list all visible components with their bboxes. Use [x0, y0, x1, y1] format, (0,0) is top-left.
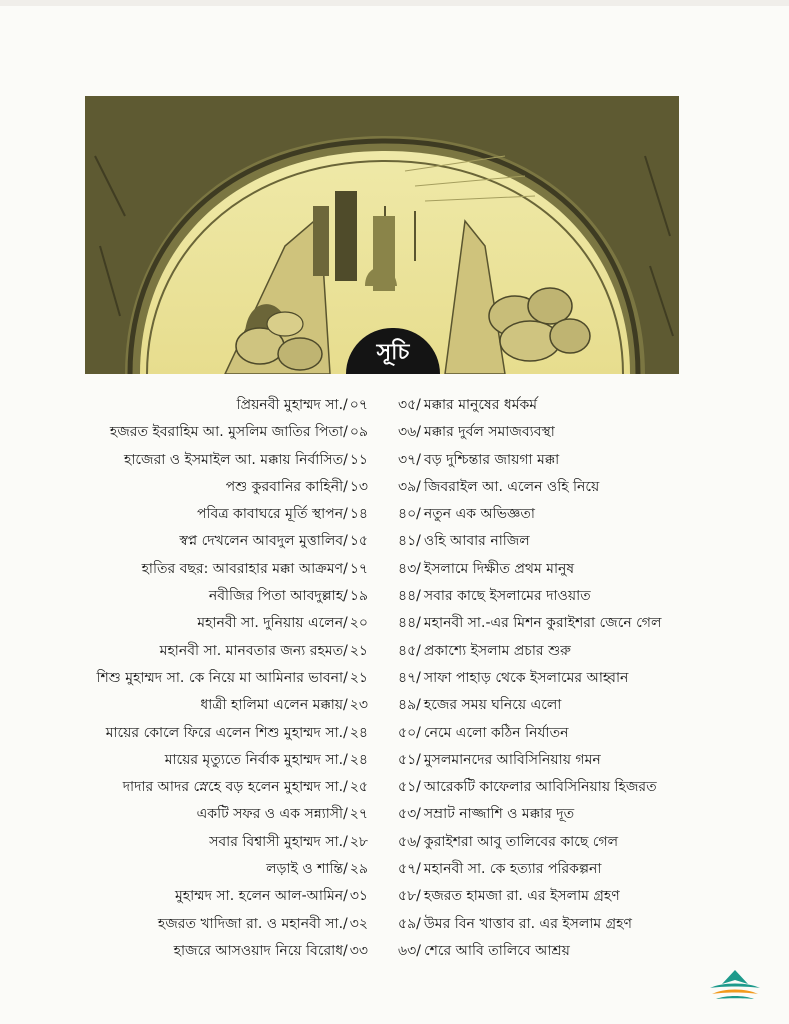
toc-entry [398, 720, 718, 747]
toc-entry-title: ওহি আবার নাজিল [423, 533, 530, 550]
toc-entry [60, 911, 368, 938]
toc-entry-title: হাজরে আসওয়াদ নিয়ে বিরোধ/ [173, 942, 348, 959]
toc-entry-page: ৪৪/ [398, 588, 421, 605]
toc-entry-title: মহানবী সা. মানবতার জন্য রহমত/ [159, 642, 348, 659]
toc-entry [60, 474, 368, 501]
toc-entry-title: ধাত্রী হালিমা এলেন মক্কায়/ [200, 697, 348, 714]
toc-entry-page: ৫৬/ [398, 833, 421, 850]
toc-entry [60, 720, 368, 747]
page-top-edge [0, 0, 789, 6]
toc-entry-page: ২১ [349, 642, 368, 659]
toc-entry-title: একটি সফর ও এক সন্ন্যাসী/ [196, 806, 348, 823]
toc-entry-page: ৫৭/ [398, 861, 421, 878]
toc-entry-title: ইসলামে দিক্ষীত প্রথম মানুষ [423, 560, 575, 577]
toc-entry-page: ১৩ [349, 478, 368, 495]
toc-entry-title: সবার বিশ্বাসী মুহাম্মদ সা./ [209, 833, 348, 850]
toc-entry-title: শিশু মুহাম্মদ সা. কে নিয়ে মা আমিনার ভাবনা/ [96, 669, 348, 686]
toc-entry-title: মহানবী সা. দুনিয়ায় এলেন/ [197, 615, 348, 632]
toc-entry [398, 829, 718, 856]
toc-entry-title: মুসলমানদের আবিসিনিয়ায় গমন [423, 751, 601, 768]
toc-entry-page: ২০ [349, 615, 368, 632]
toc-entry-title: প্রকাশ্যে ইসলাম প্রচার শুরু [423, 642, 571, 659]
toc-entry [60, 938, 368, 965]
toc-entry-title: লড়াই ও শান্তি/ [266, 861, 348, 878]
toc-entry [398, 638, 718, 665]
toc-entry-page: ৬৩/ [398, 942, 421, 959]
toc-entry [398, 583, 718, 610]
toc-entry-page: ৩২ [349, 915, 368, 932]
toc-heading: সূচি [376, 339, 410, 365]
toc-entry [398, 610, 718, 637]
toc-entry-title: নেমে এলো কঠিন নির্যাতন [423, 724, 569, 741]
toc-entry-page: ১১ [349, 451, 368, 468]
toc-entry [398, 856, 718, 883]
toc-entry-title: সাফা পাহাড় থেকে ইসলামের আহ্বান [423, 669, 629, 686]
toc-entry [60, 774, 368, 801]
toc-entry [398, 528, 718, 555]
toc-entry-title: মহানবী সা. কে হত্যার পরিকল্পনা [423, 861, 602, 878]
toc-entry-title: হাজেরা ও ইসমাইল আ. মক্কায় নির্বাসিত/ [124, 451, 348, 468]
toc-entry-title: মুহাম্মদ সা. হলেন আল-আমিন/ [175, 888, 348, 905]
toc-right-column [398, 392, 718, 965]
toc-entry-title: হাতির বছর: আবরাহার মক্কা আক্রমণ/ [141, 560, 348, 577]
toc-entry-title: শেরে আবি তালিবে আশ্রয় [423, 942, 570, 959]
toc-entry-title: নবীজির পিতা আবদুল্লাহ/ [208, 588, 348, 605]
toc-entry [60, 747, 368, 774]
toc-entry-title: নতুন এক অভিজ্ঞতা [423, 506, 535, 523]
toc-entry-page: ৩১ [349, 888, 368, 905]
toc-entry-page: ২৪ [349, 724, 368, 741]
toc-entry-title: প্রিয়নবী মুহাম্মদ সা./ [236, 397, 348, 413]
toc-entry-page: ৪৩/ [398, 560, 421, 577]
toc-entry-page: ৩৭/ [398, 451, 421, 468]
toc-entry-page: ৫৮/ [398, 888, 421, 905]
toc-entry [60, 692, 368, 719]
toc-entry [398, 801, 718, 828]
toc-entry [398, 692, 718, 719]
toc-entry-page: ৩৫/ [398, 397, 421, 413]
toc-entry-page: ২৮ [349, 833, 368, 850]
toc-entry-title: হজরত খাদিজা রা. ও মহানবী সা./ [157, 915, 348, 932]
toc-entry-page: ৫০/ [398, 724, 421, 741]
toc-entry-title: হজরত ইবরাহিম আ. মুসলিম জাতির পিতা/ [109, 424, 348, 441]
toc-entry-title: মক্কার দুর্বল সমাজব্যবস্থা [423, 424, 555, 441]
toc-entry-page: ১৫ [349, 533, 368, 550]
toc-entry [398, 419, 718, 446]
toc-entry [60, 610, 368, 637]
toc-entry [60, 556, 368, 583]
toc-entry [60, 419, 368, 446]
toc-entry-page: ২১ [349, 669, 368, 686]
toc-entry [398, 774, 718, 801]
toc-entry-page: ৪৫/ [398, 642, 421, 659]
toc-entry-title: জিবরাইল আ. এলেন ওহি নিয়ে [423, 478, 600, 495]
toc-entry-title: স্বপ্ন দেখলেন আবদুল মুত্তালিব/ [179, 533, 348, 550]
toc-entry-title: কুরাইশরা আবু তালিবের কাছে গেল [423, 833, 619, 850]
toc-entry-title: মায়ের কোলে ফিরে এলেন শিশু মুহাম্মদ সা./ [105, 724, 348, 741]
toc-entry-title: দাদার আদর স্নেহে বড় হলেন মুহাম্মদ সা./ [122, 779, 348, 796]
toc-entry-page: ২৯ [349, 861, 368, 878]
toc-entry-title: সবার কাছে ইসলামের দাওয়াত [423, 588, 591, 605]
toc-entry [60, 883, 368, 910]
toc-entry [398, 665, 718, 692]
toc-entry-title: মহানবী সা.-এর মিশন কুরাইশরা জেনে গেল [423, 615, 662, 632]
toc-entry [398, 474, 718, 501]
toc-entry-page: ০৯ [349, 424, 368, 441]
toc-entry-page: ১৭ [349, 560, 368, 577]
toc-entry-title: হজরত হামজা রা. এর ইসলাম গ্রহণ [423, 888, 620, 905]
toc-entry-page: ১৯ [349, 588, 368, 605]
toc-entry [60, 501, 368, 528]
toc-entry-title: বড় দুশ্চিন্তার জায়গা মক্কা [423, 451, 560, 468]
toc-entry [398, 911, 718, 938]
toc-entry [60, 665, 368, 692]
toc-entry-page: ৫১/ [398, 751, 421, 768]
toc-entry [60, 528, 368, 555]
toc-entry-page: ২৪ [349, 751, 368, 768]
toc-entry [60, 829, 368, 856]
toc-entry [398, 392, 718, 419]
toc-entry [60, 801, 368, 828]
toc-entry-title: আরেকটি কাফেলার আবিসিনিয়ায় হিজরত [423, 779, 657, 796]
toc-entry [398, 556, 718, 583]
toc-entry [60, 856, 368, 883]
toc-entry [398, 938, 718, 965]
toc-entry-title: মায়ের মৃত্যুতে নির্বাক মুহাম্মদ সা./ [164, 751, 348, 768]
toc-entry-title: পবিত্র কাবাঘরে মূর্তি স্থাপন/ [197, 506, 348, 523]
toc-entry-title: পশু কুরবানির কাহিনী/ [225, 478, 348, 495]
toc-entry [398, 883, 718, 910]
toc-entry [60, 638, 368, 665]
toc-entry-page: ০৭ [349, 397, 368, 413]
toc-entry [60, 447, 368, 474]
toc-entry-page: ৫১/ [398, 779, 421, 796]
toc-entry-page: ৪৭/ [398, 669, 421, 686]
toc-entry-page: ৪১/ [398, 533, 421, 550]
toc-entry-page: ৪০/ [398, 506, 421, 523]
toc-entry [60, 392, 368, 419]
publisher-logo-icon [708, 968, 762, 1004]
toc-entry-page: ২৫ [349, 779, 368, 796]
toc-entry [398, 447, 718, 474]
toc-entry-page: ৫৩/ [398, 806, 421, 823]
toc-entry-title: সম্রাট নাজ্জাশি ও মক্কার দূত [423, 806, 575, 823]
toc-entry [60, 583, 368, 610]
toc-entry [398, 747, 718, 774]
toc-entry-title: উমর বিন খাত্তাব রা. এর ইসলাম গ্রহণ [423, 915, 632, 932]
toc-left-column [60, 392, 368, 965]
toc-entry-page: ২৭ [349, 806, 368, 823]
toc-entry-page: ৫৯/ [398, 915, 421, 932]
toc-entry-title: হজের সময় ঘনিয়ে এলো [423, 697, 562, 714]
toc-entry-page: ১৪ [349, 506, 368, 523]
toc-entry-page: ৪৯/ [398, 697, 421, 714]
toc-entry-page: ৪৪/ [398, 615, 421, 632]
toc-entry-page: ৩৬/ [398, 424, 421, 441]
toc-entry-page: ৩৯/ [398, 478, 421, 495]
toc-entry-page: ২৩ [349, 697, 368, 714]
toc-entry-title: মক্কার মানুষের ধর্মকর্ম [423, 397, 538, 413]
toc-entry [398, 501, 718, 528]
toc-entry-page: ৩৩ [349, 942, 368, 959]
